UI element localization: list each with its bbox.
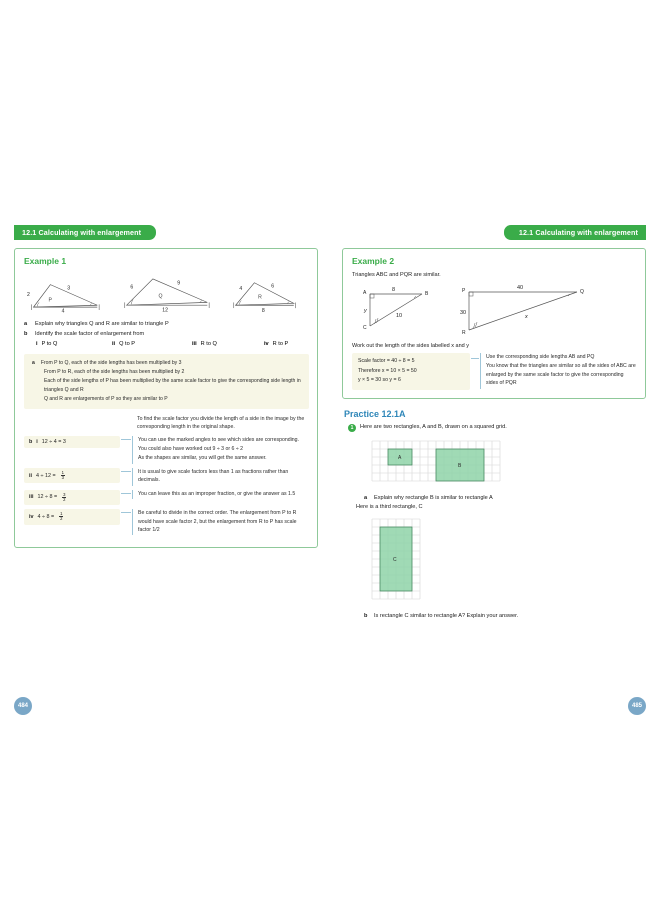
example-1-part-a [24, 320, 309, 328]
solution-ii-note-1: It is usual to give scale factors less than 1 as fractions rather than decimals. [138, 468, 289, 484]
practice-part-a-text: Explain why rectangle B is similar to rectangle A [374, 495, 493, 502]
example-1-answer-a-panel [24, 354, 309, 409]
solution-chip-iv [24, 509, 120, 524]
example-1-part-a-text: Explain why triangles Q and R are similar to triangle P [35, 321, 169, 327]
callout-connector-iv [121, 512, 131, 513]
solution-row-iv [24, 509, 309, 535]
triangle-p-figure [26, 274, 115, 314]
triangle-q-name: Q [158, 293, 163, 300]
triangle-r-figure [230, 274, 309, 314]
sub-part-iii [192, 341, 264, 347]
triangle-abc-figure [356, 282, 451, 334]
solution-intro-note: To find the scale factor you divide the length of a side in the image by the corresponding length in the original shape. [137, 415, 305, 431]
example-2-solution [352, 353, 637, 390]
solution-i-part-label: b [29, 438, 33, 445]
solution-iii-note-1: You can leave this as an improper fraction, or give the answer as 1.5 [138, 490, 296, 497]
rect-b-label: B [458, 463, 462, 470]
sub-part-ii-numeral: ii [112, 341, 116, 348]
side-pr-label: 30 [460, 310, 467, 316]
vertex-a-label: A [363, 290, 367, 296]
running-header-right-text: 12.1 Calculating with enlargement [518, 228, 638, 237]
vertex-b-label: B [425, 291, 429, 297]
vertex-q-label: Q [580, 289, 584, 295]
solution-i-note-3: As the shapes are similar, you will get the same answer. [138, 455, 267, 462]
solution-iv-denominator: 2 [60, 516, 63, 522]
page-right [330, 225, 660, 709]
side-pq-label: 40 [517, 285, 524, 291]
callout-connector-iii [121, 493, 131, 494]
triangle-p-right-label: 3 [67, 285, 71, 292]
triangle-q-figure [121, 272, 224, 314]
practice-part-b [364, 613, 646, 619]
solution-i-note-1: You can use the marked angles to see which sides are corresponding. [138, 436, 300, 443]
solution-row-iii [24, 490, 309, 505]
vertex-p-label: P [462, 288, 466, 294]
practice-part-b-label: b [364, 613, 368, 620]
answer-a-label: a [32, 360, 35, 367]
answer-a-line-4: Q and R are enlargements of P so they are similar to P [44, 395, 168, 402]
sub-part-iv-numeral: iv [264, 341, 269, 348]
practice-question-1 [348, 424, 646, 433]
callout-connector-i [121, 439, 131, 440]
grid-c-figure [368, 515, 646, 608]
solution-iii-numerator: 3 [63, 491, 66, 497]
example-2-box [342, 248, 646, 399]
practice-part-a [364, 495, 646, 501]
side-ac-label: y [364, 308, 367, 314]
triangle-pqr-figure [455, 282, 595, 338]
example-1-sub-parts [24, 341, 309, 347]
solution-ii-numerator: 1 [61, 469, 64, 475]
example-2-note-2: You know that the triangles are similar so all the sides of ABC are enlarged by the same scale factor to give the corresponding sides of PQR [486, 363, 636, 387]
side-rq-label: x [525, 314, 528, 320]
solution-ii-numeral: ii [29, 472, 32, 479]
solution-iii-numeral: iii [29, 494, 34, 501]
solution-row-i [24, 436, 309, 464]
triangle-p-name: P [48, 297, 52, 304]
third-rectangle-text: Here is a third rectangle, C [356, 504, 423, 511]
grid-ab-figure [368, 437, 646, 490]
solution-ii-fraction [61, 471, 65, 480]
sub-part-i-text: P to Q [41, 341, 58, 348]
solution-iv-note-1: Be careful to divide in the correct order. The enlargement from P to R would have scale factor 2, but the enlargement from R to P has scale factor 1/2 [138, 510, 297, 533]
practice-heading: Practice 12.1A [344, 408, 406, 419]
example-1-title: Example 1 [24, 256, 67, 266]
solution-intro-row [24, 415, 309, 432]
running-header-right [504, 225, 646, 240]
solution-iv-numerator: 1 [60, 511, 63, 517]
page-number-left: 484 [14, 697, 32, 715]
rect-a-label: A [398, 455, 402, 462]
example-2-solution-line-1: Scale factor = 40 ÷ 8 = 5 [358, 358, 415, 364]
example-2-solution-panel [352, 353, 470, 390]
sub-part-i-numeral: i [36, 341, 38, 348]
solution-ii-calc: 4 ÷ 12 = [36, 472, 56, 479]
triangle-p-left-label: 2 [26, 291, 30, 298]
example-2-solution-line-3: y × 5 = 30 so y = 6 [358, 377, 401, 384]
page-left [0, 225, 330, 709]
example-1-part-b-text: Identify the scale factor of enlargement from [35, 331, 145, 338]
vertex-r-label: R [462, 330, 466, 336]
sub-part-ii [112, 341, 192, 347]
triangle-q-left-label: 6 [130, 284, 134, 291]
solution-iv-numeral: iv [29, 513, 34, 520]
solution-iii-fraction [62, 493, 66, 502]
practice-part-b-text: Is rectangle C similar to rectangle A? Explain your answer. [374, 613, 519, 620]
vertex-c-label: C [363, 325, 367, 331]
triangle-r-left-label: 4 [239, 286, 243, 293]
triangle-r-right-label: 6 [271, 283, 275, 290]
sub-part-iii-text: R to Q [200, 341, 217, 348]
book-spread [0, 225, 660, 709]
example-2-figures [356, 282, 637, 338]
solution-ii-denominator: 3 [61, 475, 64, 481]
example-2-intro: Triangles ABC and PQR are similar. [352, 272, 441, 278]
solution-iv-calc: 4 ÷ 8 = [37, 513, 55, 520]
example-1-solution-b [24, 415, 309, 536]
example-1-part-b-label: b [24, 331, 28, 338]
practice-part-a-label: a [364, 495, 368, 502]
solution-iv-fraction [59, 512, 63, 521]
solution-row-ii [24, 468, 309, 486]
example-1-box [14, 248, 318, 548]
sub-part-iv-text: R to P [272, 341, 289, 348]
solution-iii-denominator: 2 [63, 496, 66, 502]
example-2-solution-line-2: Therefore x = 10 × 5 = 50 [358, 367, 417, 374]
side-cb-label: 10 [396, 313, 403, 319]
example-1-part-b [24, 330, 309, 338]
example-2-workout-text: Work out the length of the sides labelled x and y [352, 343, 469, 349]
question-number-badge: 1 [348, 424, 356, 432]
triangle-p-base-label: 4 [61, 308, 65, 314]
page-number-right: 485 [628, 697, 646, 715]
sub-part-i [36, 341, 112, 347]
sub-part-iii-numeral: iii [192, 341, 197, 348]
solution-chip-i [24, 436, 120, 448]
triangle-q-right-label: 9 [177, 280, 181, 287]
answer-a-line-3: Each of the side lengths of P has been multiplied by the same scale factor to give the corresponding side length in triangles Q and R [44, 378, 301, 393]
question-1-text: Here are two rectangles, A and B, drawn on a squared grid. [360, 423, 507, 430]
running-header-left [14, 225, 156, 240]
solution-i-numeral: i [36, 438, 38, 445]
side-ab-label: 8 [392, 287, 396, 293]
example-2-note-1: Use the corresponding side lengths AB and PQ [486, 354, 595, 360]
solution-chip-iii [24, 490, 120, 505]
callout-connector-ii [121, 471, 131, 472]
example-1-part-a-label: a [24, 321, 28, 327]
solution-chip-ii [24, 468, 120, 483]
triangle-r-base-label: 8 [262, 307, 265, 314]
sub-part-ii-text: Q to P [119, 341, 135, 348]
triangle-r-name: R [258, 294, 263, 301]
triangle-q-base-label: 12 [162, 307, 169, 314]
example-1-triangle-figures [26, 272, 309, 314]
answer-a-line-1: From P to Q, each of the side lengths has been multiplied by 3 [40, 360, 182, 367]
example-2-title: Example 2 [352, 256, 395, 266]
example-2-callout-connector [471, 358, 479, 359]
solution-iii-calc: 12 ÷ 8 = [37, 494, 58, 501]
running-header-left-text: 12.1 Calculating with enlargement [22, 228, 142, 237]
rect-c-label: C [393, 557, 397, 564]
answer-a-line-2: From P to R, each of the side lengths has been multiplied by 2 [44, 369, 185, 376]
solution-i-calc: 12 ÷ 4 = 3 [41, 438, 66, 445]
sub-part-iv [264, 341, 288, 347]
solution-i-note-2: You could also have worked out 9 ÷ 3 or 6 ÷ 2 [138, 446, 243, 453]
